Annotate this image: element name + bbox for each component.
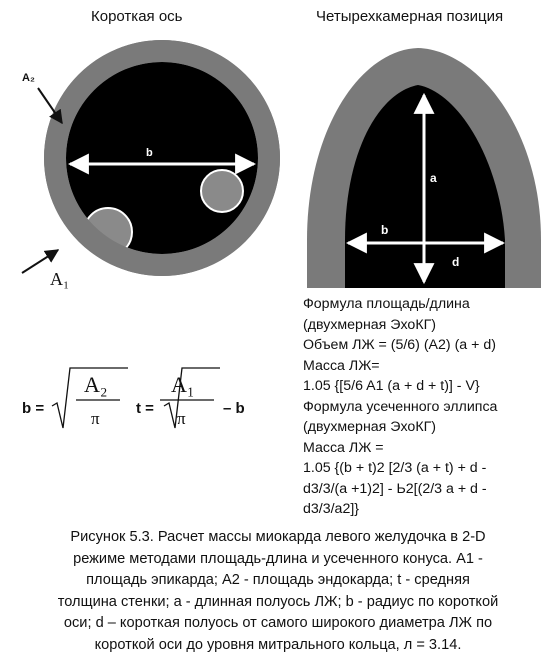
caption-line: площадь эпикарда; А2 - площадь эндокарда; t - средняя: [86, 572, 470, 588]
formula-line: Формула площадь/длина: [303, 296, 470, 312]
formula-line: Объем ЛЖ = (5/6) (A2) (a + d): [303, 337, 496, 353]
b-denominator: π: [91, 409, 100, 428]
papillary-muscle-right: [201, 170, 243, 212]
t-minus-b: – b: [223, 400, 245, 417]
b-equation: [22, 368, 128, 428]
formula-line: Формула усеченного эллипса: [303, 398, 498, 415]
caption-line: короткой оси до уровня митрального кольца, л = 3.14.: [94, 636, 462, 653]
four-chamber-title: Четырехкамерная позиция: [316, 8, 504, 25]
four-chamber-d-label: d: [452, 255, 460, 269]
b-equation-lhs: b =: [22, 400, 45, 417]
caption-line: оси; d – короткая полуось от самого широкого диаметра ЛЖ по: [63, 615, 493, 631]
formula-line: d3/3/a2]}: [303, 501, 360, 517]
a1-label: A₁: [50, 269, 70, 289]
caption-line: толщина стенки; а - длинная полуось ЛЖ; b - радиус по короткой: [57, 593, 499, 610]
four-chamber-view: [307, 48, 541, 288]
caption-line: режиме методами площадь-длина и усеченного конуса. А1 -: [73, 550, 483, 567]
t-equation-lhs: t =: [136, 400, 154, 417]
four-chamber-b-label: b: [381, 223, 389, 237]
formula-line: Масса ЛЖ =: [303, 439, 384, 456]
formula-line: Масса ЛЖ=: [303, 357, 380, 374]
formula-line: (двухмерная ЭхоКГ): [303, 316, 436, 333]
formula-line: d3/3/(a +1)2] - Ь2[(2/3 a + d -: [303, 480, 487, 497]
t-equation: [136, 368, 245, 428]
short-axis-view: [22, 40, 280, 289]
formula-line: 1.05 {(b + t)2 [2/3 (a + t) + d -: [303, 460, 487, 476]
four-chamber-a-label: a: [430, 171, 437, 185]
short-axis-title: Короткая ось: [91, 8, 183, 25]
a2-label: A₂: [22, 72, 35, 84]
short-axis-b-label: b: [146, 147, 153, 159]
caption-line: Рисунок 5.3. Расчет массы миокарда левого желудочка в 2-D: [70, 529, 486, 545]
formula-line: (двухмерная ЭхоКГ): [303, 419, 436, 435]
t-denominator: π: [177, 409, 186, 428]
figure-caption: [8, 527, 548, 656]
t-numerator: A₁: [171, 372, 195, 397]
formula-line: 1.05 {[5/6 A1 (a + d + t)] - V}: [303, 378, 480, 394]
b-numerator: A₂: [84, 372, 108, 397]
formula-block: [303, 294, 551, 520]
